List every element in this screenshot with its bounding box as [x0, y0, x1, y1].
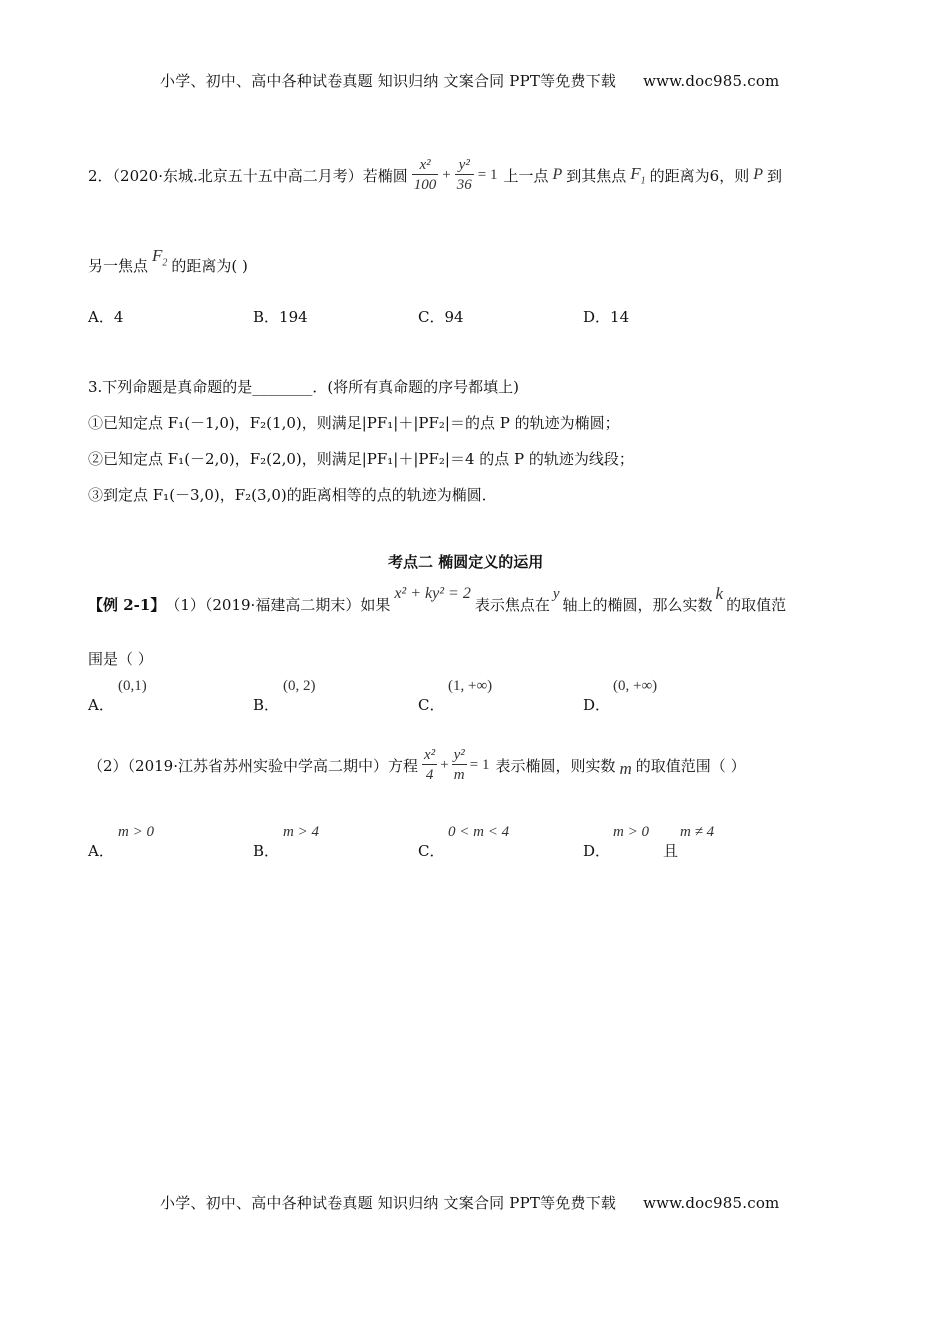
- ex22-frac2-den: m: [453, 766, 465, 783]
- q2-frac2-den: 36: [456, 176, 472, 193]
- q2-fraction-x: [412, 156, 439, 195]
- question-2-line2: [88, 245, 248, 280]
- q2-option-b[interactable]: B．194: [253, 308, 308, 326]
- q3-item-2: ②已知定点 F₁(－2,0)，F₂(2,0)，则满足|PF₁|＋|PF₂|＝4 的点 P 的轨迹为线段；: [88, 450, 634, 468]
- q2-line2-a: 另一焦点: [88, 256, 149, 275]
- ex22-text-a: （2）（2019·江苏省苏州实验中学高二期中）方程: [88, 756, 418, 775]
- ex22-equals: = 1: [469, 756, 490, 773]
- q2-option-a[interactable]: A．4: [88, 308, 124, 326]
- q2-line2-b: 的距离为( ): [171, 256, 248, 275]
- ex22-var-m: m: [619, 759, 632, 778]
- q2-fraction-y: [455, 156, 474, 195]
- ex21-var-y: y: [552, 585, 560, 602]
- q2-mid1: 上一点: [503, 166, 549, 185]
- ex22-option-d[interactable]: D． m > 0 且 m ≠ 4: [583, 824, 715, 860]
- ex22-fraction-x: [422, 746, 437, 785]
- q3-item-1: ①已知定点 F₁(－1,0)，F₂(1,0)，则满足|PF₁|＋|PF₂|＝的点 P 的轨迹为椭圆；: [88, 414, 620, 432]
- ex21-text-a: （1）（2019·福建高二期末）如果: [165, 595, 391, 614]
- q2-frac2-num: y²: [455, 156, 474, 175]
- q2-equals: = 1: [477, 166, 498, 183]
- example-label: 【例 2-1】: [88, 595, 166, 614]
- q2-point-p2: P: [753, 166, 763, 183]
- ex22-option-c[interactable]: C． 0 < m < 4: [418, 824, 510, 860]
- ex21-option-d[interactable]: D． (0, +∞): [583, 678, 658, 714]
- example-2-2-line: [88, 740, 746, 790]
- ex21-option-c[interactable]: C． (1, +∞): [418, 678, 493, 714]
- ex22-frac1-den: 4: [425, 766, 434, 783]
- q2-frac1-den: 100: [413, 176, 437, 193]
- ex21-text-d: 的取值范: [726, 595, 787, 614]
- footer-text: 小学、初中、高中各种试卷真题 知识归纳 文案合同 PPT等免费下载: [160, 1194, 617, 1212]
- q2-frac1-num: x²: [412, 156, 439, 175]
- section-title: 考点二 椭圆定义的运用: [388, 553, 544, 571]
- q2-mid2: 到其焦点: [566, 166, 627, 185]
- ex21-line2: 围是（ ）: [88, 650, 153, 668]
- q2-plus: +: [442, 166, 451, 183]
- q2-option-c[interactable]: C．94: [418, 308, 464, 326]
- q3-item-3: ③到定点 F₁(－3,0)，F₂(3,0)的距离相等的点的轨迹为椭圆．: [88, 486, 497, 504]
- ex22-fraction-y: [452, 746, 467, 785]
- ex21-formula: x² + ky² = 2: [394, 585, 471, 602]
- page-header: [160, 70, 779, 91]
- ex22-text-b: 表示椭圆，则实数: [495, 756, 616, 775]
- ex22-frac2-num: y²: [453, 746, 465, 763]
- ex21-var-k: k: [715, 584, 724, 603]
- ex22-plus: +: [440, 756, 449, 773]
- q2-end: 到: [766, 166, 782, 185]
- page-footer: [160, 1192, 779, 1213]
- ex21-text-c: 轴上的椭圆，那么实数: [562, 595, 713, 614]
- q2-focus-f2: $F_2$: [152, 245, 168, 269]
- ex22-option-a[interactable]: A． m > 0: [88, 824, 154, 860]
- header-url[interactable]: www.doc985.com: [643, 72, 780, 90]
- example-2-1-line1: [88, 584, 786, 624]
- q2-point-p: P: [552, 166, 563, 183]
- q2-focus-f1: $F_1$: [630, 163, 646, 187]
- ex22-frac1-num: x²: [424, 746, 436, 763]
- ex21-text-b: 表示焦点在: [474, 595, 550, 614]
- ex21-option-b[interactable]: B． (0, 2): [253, 678, 316, 714]
- question-2-line1: [88, 150, 782, 200]
- q2-prefix: 2．（2020·东城.北京五十五中高二月考）若椭圆: [88, 166, 408, 185]
- header-text: 小学、初中、高中各种试卷真题 知识归纳 文案合同 PPT等免费下载: [160, 72, 617, 90]
- ex21-option-a[interactable]: A． (0,1): [88, 678, 147, 714]
- question-3-title: 3.下列命题是真命题的是________．(将所有真命题的序号都填上): [88, 378, 520, 396]
- q2-mid3: 的距离为6，则: [649, 166, 750, 185]
- footer-url[interactable]: www.doc985.com: [643, 1194, 780, 1212]
- ex22-text-c: 的取值范围（ ）: [635, 756, 746, 775]
- ex22-option-b[interactable]: B． m > 4: [253, 824, 319, 860]
- q2-option-d[interactable]: D．14: [583, 308, 630, 326]
